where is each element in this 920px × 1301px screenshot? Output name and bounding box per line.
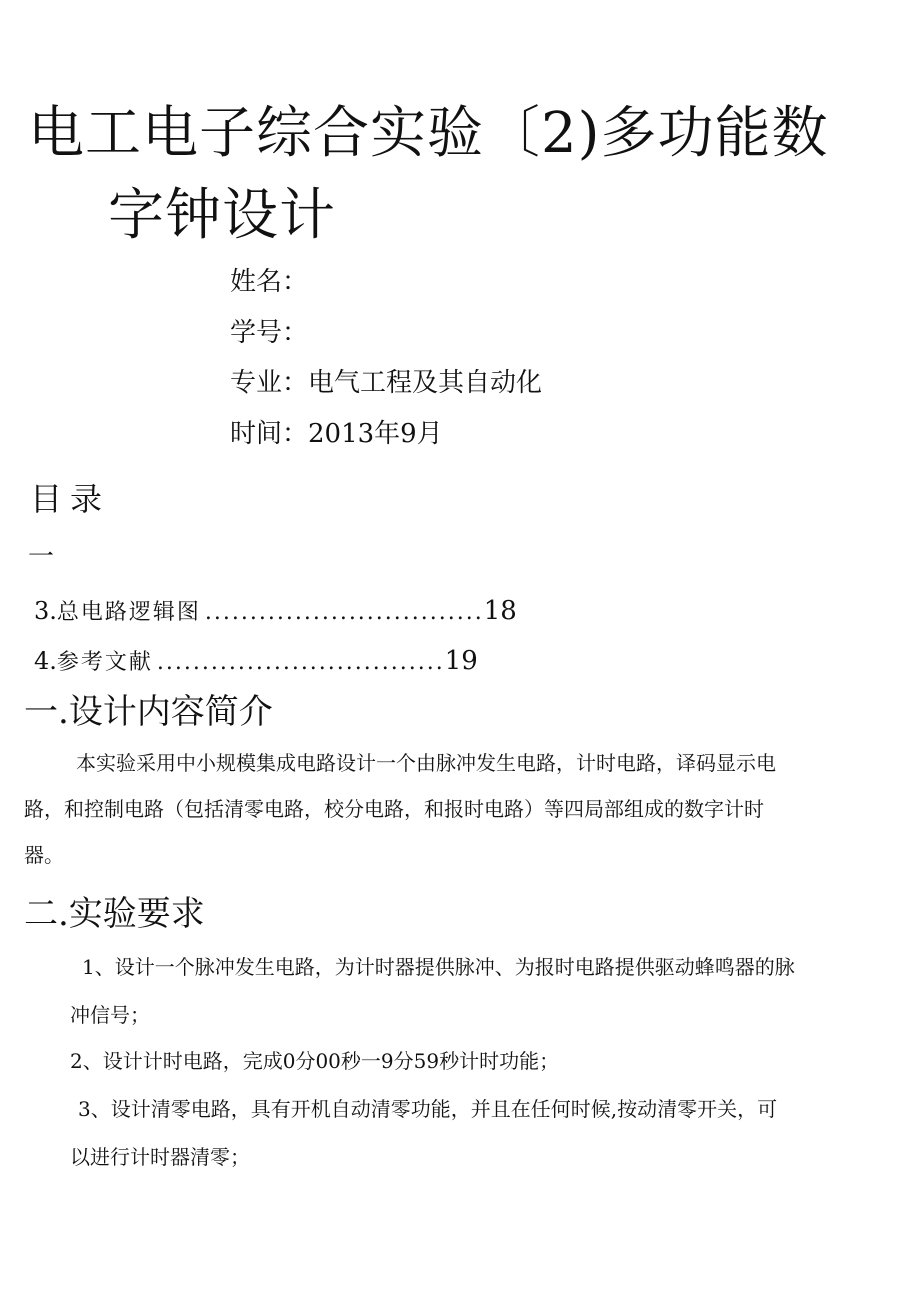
toc-entry-number: 4.	[34, 647, 57, 675]
paragraph-line: 器。	[24, 843, 64, 867]
toc-entry-number: 3.	[34, 597, 57, 625]
toc-entry-leader: ................................	[156, 650, 445, 675]
section-heading-requirements: 二.实验要求	[24, 894, 205, 934]
requirement-line: 3、设计清零电路，具有开机自动清零功能，并且在任何时候,按动清零开关，可	[78, 1097, 778, 1121]
requirement-line: 2、设计计时电路，完成0分00秒一9分59秒计时功能；	[70, 1049, 560, 1073]
toc-heading: 目录	[30, 480, 111, 518]
document-title-line-2: 字钟设计	[108, 183, 336, 248]
info-date: 时间：2013年9月	[230, 419, 443, 449]
toc-entry-label: 参考文献	[56, 650, 153, 675]
section-heading-design-intro: 一.设计内容简介	[24, 692, 273, 732]
toc-entry[interactable]	[34, 646, 478, 678]
toc-entry-label: 总电路逻辑图	[56, 600, 201, 625]
toc-entry-page: 18	[483, 596, 517, 626]
toc-dash: 一	[28, 542, 55, 572]
paragraph-line: 本实验采用中小规模集成电路设计一个由脉冲发生电路，计时电路，译码显示电	[76, 751, 776, 775]
info-student-id: 学号：	[230, 318, 309, 348]
requirement-line: 1、设计一个脉冲发生电路，为计时器提供脉冲、为报时电路提供驱动蜂鸣器的脉	[82, 955, 795, 979]
info-major: 专业：电气工程及其自动化	[230, 368, 543, 398]
toc-entry-page: 19	[444, 646, 478, 676]
document-title-line-1: 电工电子综合实验〔2)多功能数	[28, 101, 829, 166]
toc-entry-leader: ...............................	[204, 600, 484, 625]
requirement-line: 冲信号；	[70, 1003, 150, 1027]
requirement-line: 以进行计时器清零；	[70, 1145, 250, 1169]
info-name: 姓名：	[230, 267, 309, 297]
paragraph-line: 路，和控制电路（包括清零电路，校分电路，和报时电路）等四局部组成的数字计时	[24, 797, 764, 821]
toc-entry[interactable]	[34, 596, 517, 628]
